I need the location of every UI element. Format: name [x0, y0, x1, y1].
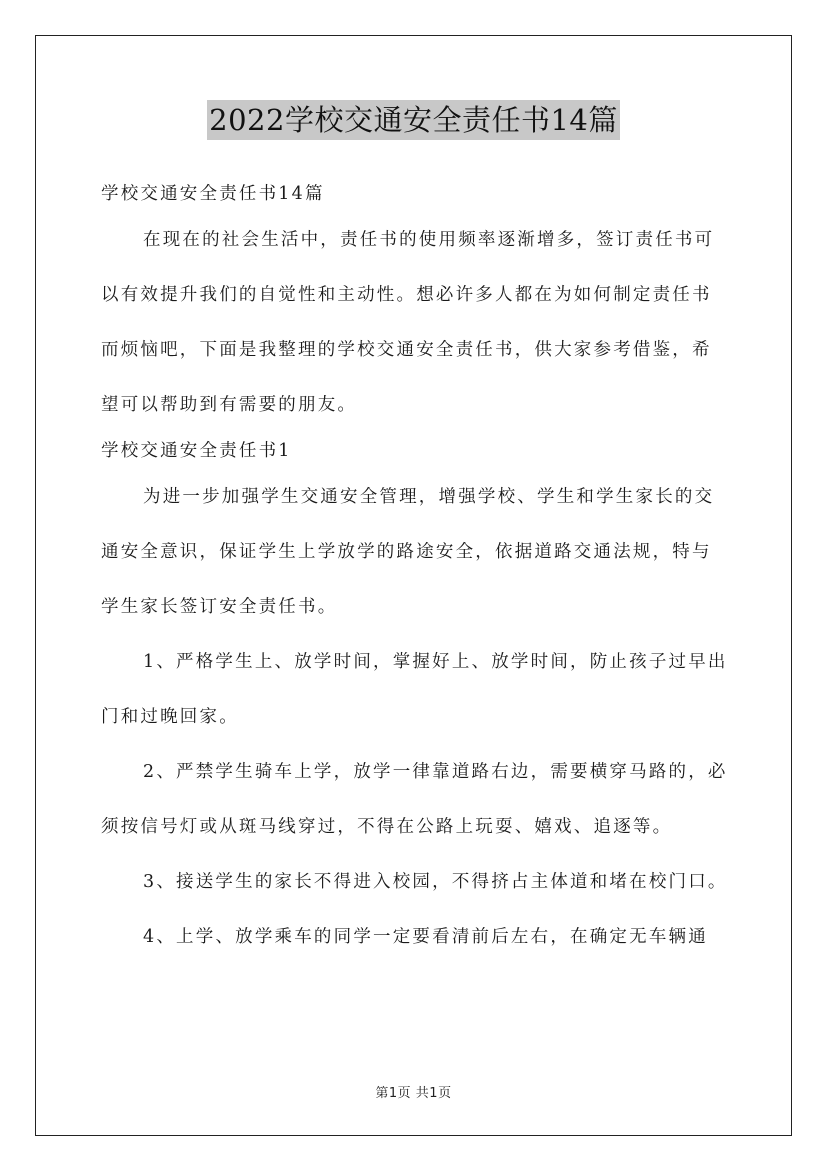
intro-paragraph: 在现在的社会生活中，责任书的使用频率逐渐增多，签订责任书可以有效提升我们的自觉性和主动性。想必许多人都在为如何制定责任书而烦恼吧，下面是我整理的学校交通安全责任书，供大家参考借鉴，希望可以帮助到有需要的朋友。	[101, 230, 715, 415]
list-item-3: 3、接送学生的家长不得进入校园，不得挤占主体道和堵在校门口。	[143, 872, 728, 892]
list-item-2: 2、严禁学生骑车上学，放学一律靠道路右边，需要横穿马路的，必须按信号灯或从斑马线穿过，不得在公路上玩耍、嬉戏、追逐等。	[101, 762, 728, 837]
section-heading: 学校交通安全责任书1	[101, 441, 292, 461]
list-item-1: 1、严格学生上、放学时间，掌握好上、放学时间，防止孩子过早出门和过晚回家。	[101, 652, 728, 727]
page-footer: 第1页 共1页	[375, 1086, 452, 1101]
list-item-4: 4、上学、放学乘车的同学一定要看清前后左右，在确定无车辆通	[143, 927, 708, 947]
document-body	[101, 176, 729, 965]
title-container	[0, 100, 827, 140]
document-title: 2022学校交通安全责任书14篇	[207, 100, 620, 140]
section-intro-paragraph: 为进一步加强学生交通安全管理，增强学校、学生和学生家长的交通安全意识，保证学生上学放学的路途安全，依据道路交通法规，特与学生家长签订安全责任书。	[101, 487, 715, 617]
document-subtitle: 学校交通安全责任书14篇	[101, 184, 325, 204]
